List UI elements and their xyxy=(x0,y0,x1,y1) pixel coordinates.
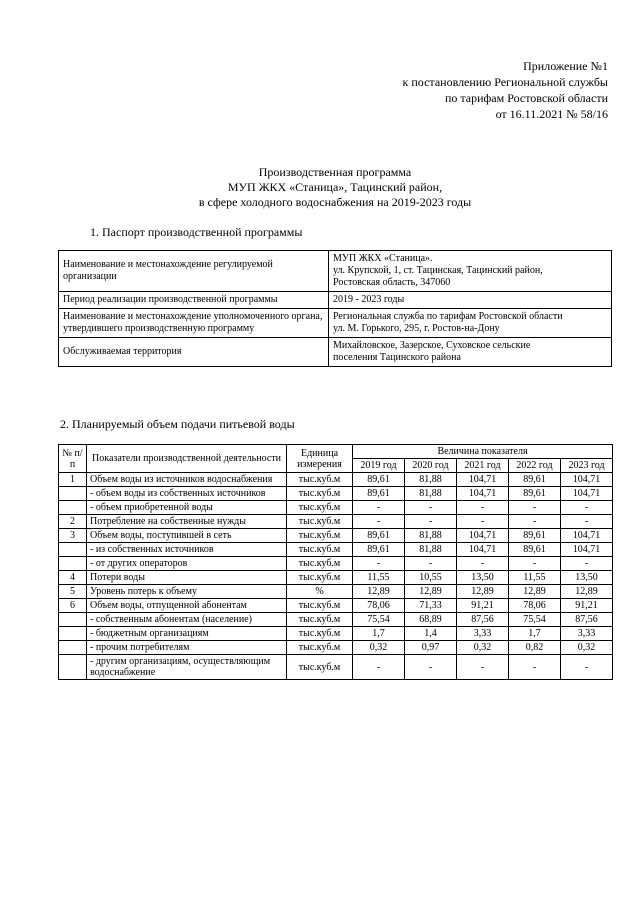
passport-value-line: МУП ЖКХ «Станица». xyxy=(333,253,433,264)
header-year: 2023 год xyxy=(561,459,613,473)
table-row xyxy=(59,627,613,641)
row-number: 1 xyxy=(59,473,87,487)
passport-label: Обслуживаемая территория xyxy=(59,338,329,367)
row-indicator: - прочим потребителям xyxy=(87,641,287,655)
passport-value xyxy=(329,338,612,367)
passport-row xyxy=(59,309,612,338)
row-number xyxy=(59,501,87,515)
row-value: - xyxy=(405,501,457,515)
table-row xyxy=(59,473,613,487)
section-1-heading: 1. Паспорт производственной программы xyxy=(90,225,303,239)
row-value: 12,89 xyxy=(509,585,561,599)
passport-value-line: ул. М. Горького, 295, г. Ростов-на-Дону xyxy=(333,323,500,334)
row-value: - xyxy=(509,501,561,515)
passport-label: Период реализации производственной программы xyxy=(59,292,329,309)
passport-value xyxy=(329,309,612,338)
row-number xyxy=(59,627,87,641)
row-value: 10,55 xyxy=(405,571,457,585)
row-indicator: Объем воды, отпущенной абонентам xyxy=(87,599,287,613)
passport-value-line: поселения Тацинского района xyxy=(333,352,461,363)
row-number xyxy=(59,487,87,501)
row-indicator: - от других операторов xyxy=(87,557,287,571)
passport-label: Наименование и местонахождение уполномоченного органа, утвердившего производственную программу xyxy=(59,309,329,338)
row-value: 0,32 xyxy=(561,641,613,655)
row-number: 5 xyxy=(59,585,87,599)
header-indicator: Показатели производственной деятельности xyxy=(87,445,287,473)
row-value: 104,71 xyxy=(561,473,613,487)
row-number xyxy=(59,543,87,557)
row-value: 3,33 xyxy=(561,627,613,641)
passport-row xyxy=(59,338,612,367)
passport-value-line: Михайловское, Зазерское, Суховское сельские xyxy=(333,340,531,351)
row-value: - xyxy=(405,655,457,680)
row-value: 1,7 xyxy=(509,627,561,641)
row-value: - xyxy=(561,501,613,515)
row-value: 12,89 xyxy=(405,585,457,599)
row-value: 3,33 xyxy=(457,627,509,641)
passport-row xyxy=(59,251,612,292)
row-number xyxy=(59,613,87,627)
row-value: 1,4 xyxy=(405,627,457,641)
row-unit: тыс.куб.м xyxy=(287,571,353,585)
row-unit: тыс.куб.м xyxy=(287,627,353,641)
row-indicator: - собственным абонентам (население) xyxy=(87,613,287,627)
table-row xyxy=(59,557,613,571)
passport-row xyxy=(59,292,612,309)
row-value: 104,71 xyxy=(457,543,509,557)
row-value: 71,33 xyxy=(405,599,457,613)
passport-value-line: ул. Крупской, 1, ст. Тацинская, Тацинский район, xyxy=(333,265,543,276)
row-value: 75,54 xyxy=(353,613,405,627)
row-indicator: - бюджетным организациям xyxy=(87,627,287,641)
row-value: 89,61 xyxy=(353,543,405,557)
row-value: - xyxy=(457,515,509,529)
table-row xyxy=(59,515,613,529)
row-unit: тыс.куб.м xyxy=(287,501,353,515)
row-value: 11,55 xyxy=(353,571,405,585)
title-line: Производственная программа xyxy=(258,165,412,179)
row-value: 89,61 xyxy=(353,529,405,543)
row-number: 2 xyxy=(59,515,87,529)
row-value: 78,06 xyxy=(509,599,561,613)
row-value: 81,88 xyxy=(405,529,457,543)
appendix-header xyxy=(308,58,608,122)
title-line: в сфере холодного водоснабжения на 2019-2023 годы xyxy=(198,195,472,209)
table-row xyxy=(59,613,613,627)
header-unit: Единица измерения xyxy=(287,445,353,473)
water-volume-table xyxy=(58,444,613,680)
row-value: 87,56 xyxy=(457,613,509,627)
row-value: - xyxy=(561,557,613,571)
row-value: 13,50 xyxy=(457,571,509,585)
header-value-group: Величина показателя xyxy=(353,445,613,459)
table-row xyxy=(59,543,613,557)
row-value: 104,71 xyxy=(561,487,613,501)
appendix-line: от 16.11.2021 № 58/16 xyxy=(495,107,608,121)
row-value: - xyxy=(405,557,457,571)
row-value: - xyxy=(353,655,405,680)
table-row xyxy=(59,501,613,515)
passport-label: Наименование и местонахождение регулируемой организации xyxy=(59,251,329,292)
row-value: 12,89 xyxy=(561,585,613,599)
row-unit: тыс.куб.м xyxy=(287,655,353,680)
row-value: 89,61 xyxy=(509,487,561,501)
table-row xyxy=(59,599,613,613)
row-value: - xyxy=(457,655,509,680)
passport-value-line: Региональная служба по тарифам Ростовской области xyxy=(333,311,563,322)
passport-value-line: 2019 - 2023 годы xyxy=(333,294,405,305)
row-value: 91,21 xyxy=(561,599,613,613)
row-value: 81,88 xyxy=(405,487,457,501)
row-value: 87,56 xyxy=(561,613,613,627)
row-value: 104,71 xyxy=(561,543,613,557)
table-row xyxy=(59,487,613,501)
row-unit: тыс.куб.м xyxy=(287,529,353,543)
row-unit: тыс.куб.м xyxy=(287,487,353,501)
row-value: - xyxy=(457,501,509,515)
row-value: - xyxy=(353,515,405,529)
title-line: МУП ЖКХ «Станица», Тацинский район, xyxy=(227,180,443,194)
table-row xyxy=(59,571,613,585)
row-unit: тыс.куб.м xyxy=(287,641,353,655)
row-value: 81,88 xyxy=(405,543,457,557)
row-unit: тыс.куб.м xyxy=(287,599,353,613)
row-value: - xyxy=(509,655,561,680)
row-value: 91,21 xyxy=(457,599,509,613)
row-indicator: Объем воды из источников водоснабжения xyxy=(87,473,287,487)
passport-value xyxy=(329,292,612,309)
document-title xyxy=(60,165,610,210)
appendix-line: по тарифам Ростовской области xyxy=(444,91,608,105)
row-value: 81,88 xyxy=(405,473,457,487)
header-year: 2021 год xyxy=(457,459,509,473)
row-value: 89,61 xyxy=(353,487,405,501)
row-value: 12,89 xyxy=(457,585,509,599)
table-row xyxy=(59,641,613,655)
row-value: 12,89 xyxy=(353,585,405,599)
row-value: 0,97 xyxy=(405,641,457,655)
header-year: 2020 год xyxy=(405,459,457,473)
row-value: 0,82 xyxy=(509,641,561,655)
row-value: 75,54 xyxy=(509,613,561,627)
section-2-heading: 2. Планируемый объем подачи питьевой воды xyxy=(60,417,295,431)
header-year: 2019 год xyxy=(353,459,405,473)
row-value: - xyxy=(561,655,613,680)
row-value: 89,61 xyxy=(509,529,561,543)
row-value: 104,71 xyxy=(457,487,509,501)
row-value: 104,71 xyxy=(561,529,613,543)
row-value: - xyxy=(509,557,561,571)
row-value: 78,06 xyxy=(353,599,405,613)
row-value: 1,7 xyxy=(353,627,405,641)
row-number xyxy=(59,641,87,655)
row-unit: тыс.куб.м xyxy=(287,557,353,571)
appendix-line: к постановлению Региональной службы xyxy=(402,75,608,89)
row-indicator: - из собственных источников xyxy=(87,543,287,557)
row-value: - xyxy=(353,501,405,515)
header-num: № п/п xyxy=(59,445,87,473)
appendix-line: Приложение №1 xyxy=(523,59,608,73)
passport-table xyxy=(58,250,612,367)
passport-value-line: Ростовская область, 347060 xyxy=(333,277,451,288)
table-row xyxy=(59,585,613,599)
row-indicator: - объем воды из собственных источников xyxy=(87,487,287,501)
row-unit: тыс.куб.м xyxy=(287,613,353,627)
header-year: 2022 год xyxy=(509,459,561,473)
row-unit: % xyxy=(287,585,353,599)
row-indicator: - объем приобретенной воды xyxy=(87,501,287,515)
table-row xyxy=(59,529,613,543)
row-value: 0,32 xyxy=(353,641,405,655)
row-indicator: Потребление на собственные нужды xyxy=(87,515,287,529)
row-unit: тыс.куб.м xyxy=(287,515,353,529)
row-value: 89,61 xyxy=(509,473,561,487)
row-value: 89,61 xyxy=(509,543,561,557)
table-row xyxy=(59,655,613,680)
row-unit: тыс.куб.м xyxy=(287,543,353,557)
row-value: - xyxy=(561,515,613,529)
row-value: 89,61 xyxy=(353,473,405,487)
row-unit: тыс.куб.м xyxy=(287,473,353,487)
row-number xyxy=(59,655,87,680)
passport-value xyxy=(329,251,612,292)
row-value: - xyxy=(457,557,509,571)
row-indicator: Уровень потерь к объему xyxy=(87,585,287,599)
row-value: 13,50 xyxy=(561,571,613,585)
row-number: 3 xyxy=(59,529,87,543)
row-number: 4 xyxy=(59,571,87,585)
row-value: 0,32 xyxy=(457,641,509,655)
row-value: - xyxy=(405,515,457,529)
row-indicator: - другим организациям, осуществляющим водоснабжение xyxy=(87,655,287,680)
row-value: - xyxy=(509,515,561,529)
row-value: 104,71 xyxy=(457,473,509,487)
row-indicator: Потери воды xyxy=(87,571,287,585)
row-value: 11,55 xyxy=(509,571,561,585)
row-value: - xyxy=(353,557,405,571)
row-value: 68,89 xyxy=(405,613,457,627)
row-value: 104,71 xyxy=(457,529,509,543)
row-number: 6 xyxy=(59,599,87,613)
row-indicator: Объем воды, поступившей в сеть xyxy=(87,529,287,543)
row-number xyxy=(59,557,87,571)
